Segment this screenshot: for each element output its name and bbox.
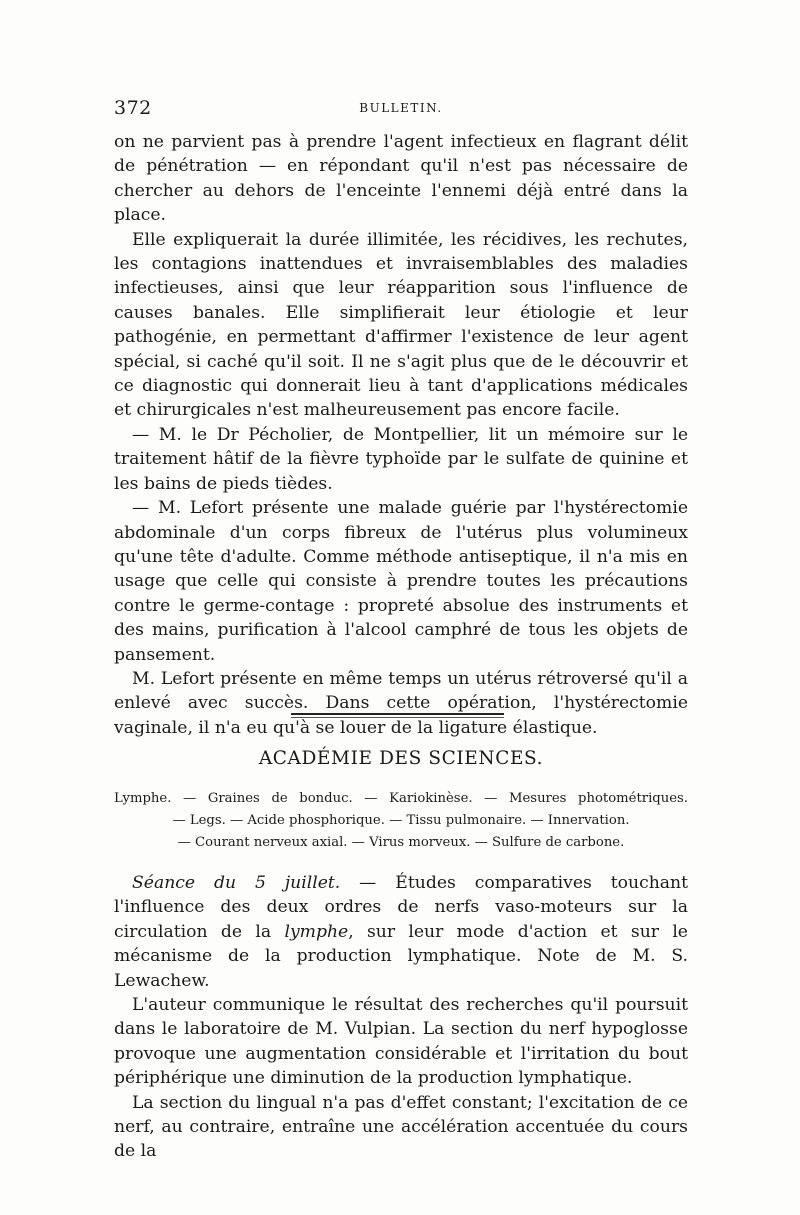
section-summary [114, 788, 688, 854]
seance-date: Séance du 5 juillet. [132, 873, 341, 893]
body-text-bottom [114, 871, 688, 1164]
section-divider [291, 713, 504, 715]
seance-text: — Études comparatives touchant l'influence des deux ordres de nerfs vaso-moteurs sur la circulation de la [114, 873, 688, 942]
summary-line: — Courant nerveux axial. — Virus morveux. — Sulfure de carbone. [177, 835, 625, 850]
seance-paragraph [114, 871, 688, 993]
seance-italic-word: lymphe [284, 921, 349, 942]
paragraph: — M. Lefort présente une malade guérie par l'hystérectomie abdominale d'un corps fibreux de l'utérus plus volumineux qu'une tête d'adulte. Comme méthode antiseptique, il n'a mis en usage que celle qui consiste à prendre toutes les précautions contre le germe-contage : propreté absolue des instruments et des mains, purification à l'alcool camphré de tous les objets de pansement. [114, 498, 688, 665]
running-head: BULLETIN. [359, 101, 443, 115]
page-number: 372 [114, 97, 152, 119]
paragraph: on ne parvient pas à prendre l'agent infectieux en flagrant délit de pénétration — en répondant qu'il n'est pas nécessaire de chercher au dehors de l'enceinte l'ennemi déjà entré dans la place. [114, 132, 688, 226]
paragraph: Elle expliquerait la durée illimitée, les récidives, les rechutes, les contagions inattendues et invraisemblables des maladies infectieuses, ainsi que leur réapparition sous l'influence de causes banales. Elle simplifierait leur étiologie et leur pathogénie, en permettant d'affirmer l'existence de leur agent spécial, si caché qu'il soit. Il ne s'agit plus que de le découvrir et ce diagnostic qui donnerait lieu à tant d'applications médicales et chirurgicales n'est malheureusement pas encore facile. [114, 229, 688, 421]
paragraph: L'auteur communique le résultat des recherches qu'il poursuit dans le laboratoire de M. Vulpian. La section du nerf hypoglosse provoque une augmentation considérable et l'irritation du bout périphérique une diminution de la production lymphatique. [114, 995, 688, 1089]
body-text-top [114, 130, 688, 740]
seance-text-end: , sur leur mode d'action et sur le mécanisme de la production lymphatique. Note de M. S. Lewachew. [114, 921, 688, 991]
paragraph: — M. le Dr Pécholier, de Montpellier, lit un mémoire sur le traitement hâtif de la fièvre typhoïde par le sulfate de quinine et les bains de pieds tièdes. [114, 424, 688, 494]
section-title: ACADÉMIE DES SCIENCES. [258, 748, 544, 769]
page-header [114, 97, 688, 123]
summary-line: — Legs. — Acide phosphorique. — Tissu pulmonaire. — Innervation. [172, 813, 630, 828]
paragraph: M. Lefort présente en même temps un utérus rétroversé qu'il a enlevé avec succès. Dans cette opération, l'hystérectomie vaginale, il n'a eu qu'à se louer de la ligature élastique. [114, 668, 688, 738]
summary-line: Lymphe. — Graines de bonduc. — Kariokinèse. — Mesures photométriques. [114, 791, 688, 806]
paragraph: La section du lingual n'a pas d'effet constant; l'excitation de ce nerf, au contraire, entraîne une accélération accentuée du cours de la [114, 1092, 688, 1162]
